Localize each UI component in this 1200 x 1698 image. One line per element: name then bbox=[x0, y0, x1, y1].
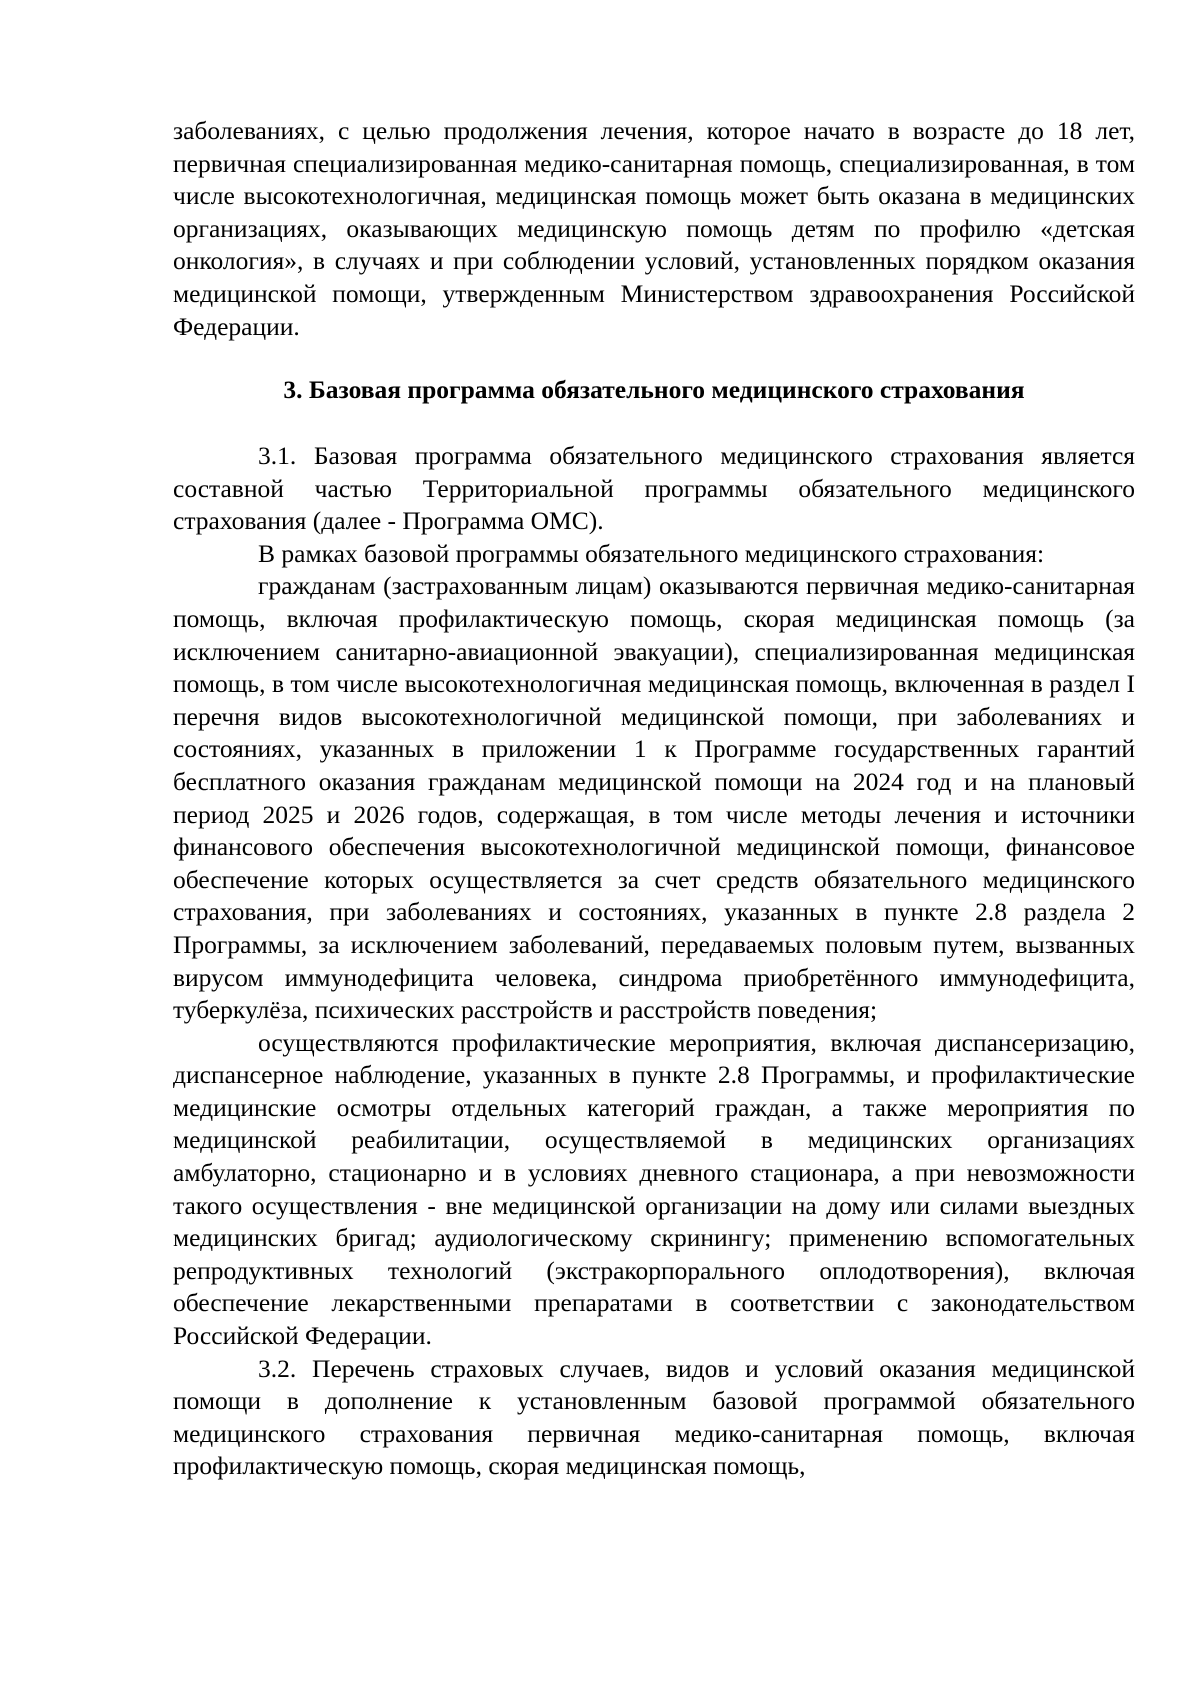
paragraph-3-1: 3.1. Базовая программа обязательного медицинского страхования является составной частью Территориальной программы обязательного медицинского страхования (далее - Программа ОМС). bbox=[173, 441, 1135, 536]
paragraph-preventive-measures: осуществляются профилактические мероприятия, включая диспансеризацию, диспансерное наблюдение, указанных в пункте 2.8 Программы, и профилактические медицинские осмотры отдельных категорий граждан, а также мероприятия по медицинской реабилитации, осуществляемой в медицинских организациях амбулаторно, стационарно и в условиях дневного стационара, а при невозможности такого осуществления - вне медицинской организации на дому или силами выездных медицинских бригад; аудиологическому скринингу; применению вспомогательных репродуктивных технологий (экстракорпорального оплодотворения), включая обеспечение лекарственными препаратами в соответствии с законодательством Российской Федерации. bbox=[173, 1027, 1135, 1351]
section-heading: 3. Базовая программа обязательного медицинского страхования bbox=[283, 375, 1025, 404]
paragraph-citizens-care: гражданам (застрахованным лицам) оказываются первичная медико-санитарная помощь, включая профилактическую помощь, скорая медицинская помощь (за исключением санитарно-авиационной эвакуации), специализированная медицинская помощь, в том числе высокотехнологичная медицинская помощь, включенная в раздел I перечня видов высокотехнологичной медицинской помощи, при заболеваниях и состояниях, указанных в приложении 1 к Программе государственных гарантий бесплатного оказания гражданам медицинской помощи на 2024 год и на плановый период 2025 и 2026 годов, содержащая, в том числе методы лечения и источники финансового обеспечения высокотехнологичной медицинской помощи, финансовое обеспечение которых осуществляется за счет средств обязательного медицинского страхования, при заболеваниях и состояниях, указанных в пункте 2.8 раздела 2 Программы, за исключением заболеваний, передаваемых половым путем, вызванных вирусом иммунодефицита человека, синдрома приобретённого иммунодефицита, туберкулёза, психических расстройств и расстройств поведения; bbox=[173, 571, 1135, 1025]
paragraph-continued: заболеваниях, с целью продолжения лечения, которое начато в возрасте до 18 лет, первичная специализированная медико-санитарная помощь, специализированная, в том числе высокотехнологичная, медицинская помощь может быть оказана в медицинских организациях, оказывающих медицинскую помощь детям по профилю «детская онкология», в случаях и при соблюдении условий, установленных порядком оказания медицинской помощи, утвержденным Министерством здравоохранения Российской Федерации. bbox=[173, 116, 1135, 341]
paragraph-3-2: 3.2. Перечень страховых случаев, видов и условий оказания медицинской помощи в дополнение к установленным базовой программой обязательного медицинского страхования первичная медико-санитарная помощь, включая профилактическую помощь, скорая медицинская помощь, bbox=[173, 1353, 1135, 1481]
paragraph-basic-program-intro: В рамках базовой программы обязательного медицинского страхования: bbox=[258, 538, 1045, 568]
continued-text-block bbox=[173, 115, 1135, 343]
section-body bbox=[173, 440, 1135, 1483]
